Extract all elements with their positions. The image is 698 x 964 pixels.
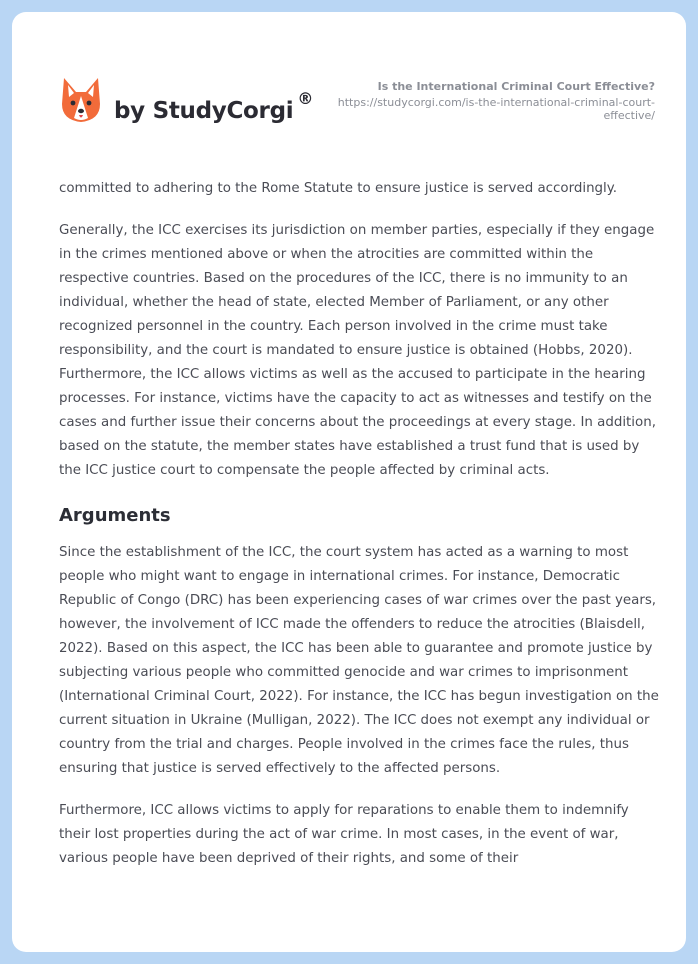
document-title: Is the International Criminal Court Effective? (377, 80, 655, 93)
document-page (12, 12, 686, 952)
corgi-icon (60, 76, 102, 124)
paragraph: committed to adhering to the Rome Statute to ensure justice is served accordingly. (59, 181, 618, 196)
paragraph: Since the establishment of the ICC, the court system has acted as a warning to most people who might want to engage in international crimes. For instance, Democratic Republic of Congo (DRC) has been experiencing cases of war crimes over the past years, however, the involvement of ICC made the offenders to reduce the atrocities (Blaisdell, 2022). Based on this aspect, the ICC has been able to guarantee and promote justice by subjecting various people who committed genocide and war crimes to imprisonment (International Criminal Court, 2022). For instance, the ICC has begun investigation on the current situation in Ukraine (Mulligan, 2022). The ICC does not exempt any individual or country from the trial and charges. People involved in the crimes face the rules, thus ensuring that justice is served effectively to the affected persons. (59, 545, 659, 776)
essay-content (59, 177, 659, 889)
paragraph: Generally, the ICC exercises its jurisdiction on member parties, especially if they engage in the crimes mentioned above or when the atrocities are committed within the respective countries. Based on the procedures of the ICC, there is no immunity to an individual, whether the head of state, elected Member of Parliament, or any other recognized personnel in the country. Each person involved in the crime must take responsibility, and the court is mandated to ensure justice is obtained (Hobbs, 2020). Furthermore, the ICC allows victims as well as the accused to participate in the hearing processes. For instance, victims have the capacity to act as witnesses and testify on the cases and further issue their concerns about the proceedings at every stage. In addition, based on the statute, the member states have established a trust fund that is used by the ICC justice court to compensate the people affected by criminal acts. (59, 223, 656, 478)
paragraph: Furthermore, ICC allows victims to apply for reparations to enable them to indemnify their lost properties during the act of war crime. In most cases, in the event of war, various people have been deprived of their rights, and some of their (59, 803, 629, 866)
document-meta (315, 80, 655, 122)
brand-name: by StudyCorgi ® (114, 88, 314, 124)
studycorgi-logo[interactable] (60, 76, 313, 124)
section-heading: Arguments (59, 505, 171, 526)
document-url[interactable]: https://studycorgi.com/is-the-international-criminal-court-effective/ (337, 96, 655, 122)
